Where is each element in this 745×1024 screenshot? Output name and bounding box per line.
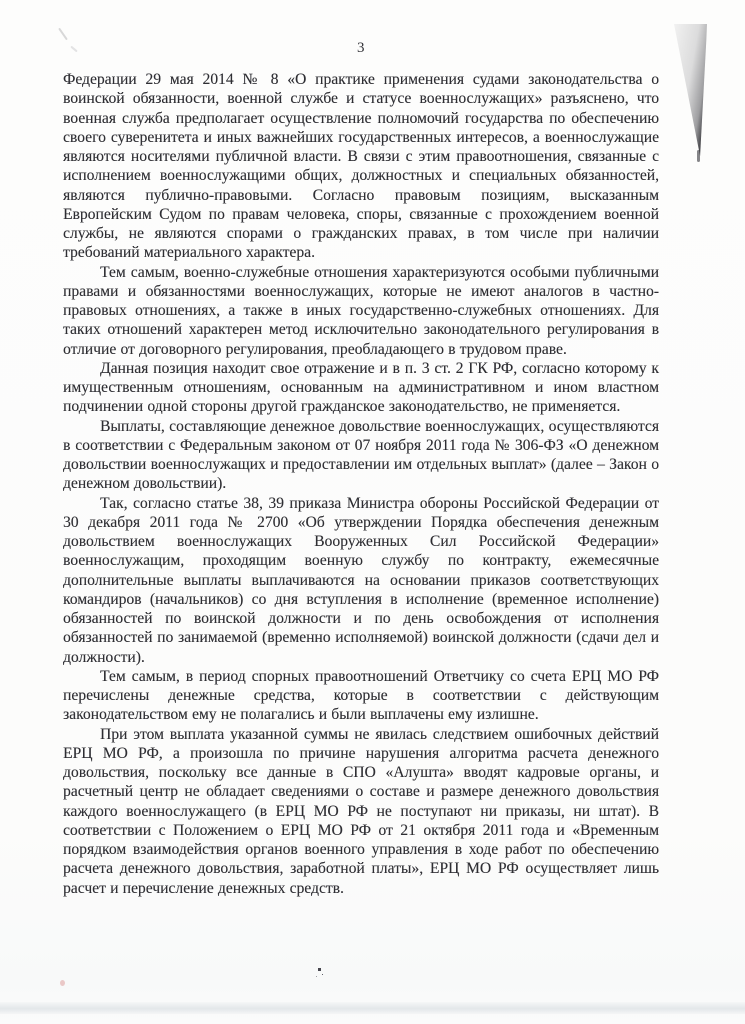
scan-speck-artifact bbox=[60, 980, 65, 986]
scan-scratch-artifact bbox=[58, 28, 68, 41]
scan-fold-tail-artifact bbox=[697, 150, 700, 162]
document-text bbox=[63, 70, 659, 898]
page-number: 3 bbox=[357, 40, 365, 56]
scan-speck-artifact bbox=[318, 968, 321, 971]
paragraph: Федерации 29 мая 2014 № 8 «О практике применения судами законодательства о воинской обязанности, военной службе и статусе военнослужащих» разъяснено, что военная служба предполагает осуществление полномочий государства по обеспечению своего суверенитета и иных важнейших государственных интересов, а военнослужащие являются носителями публичной власти. В связи с этим правоотношения, связанные с исполнением военнослужащими общих, должностных и специальных обязанностей, являются публично-правовыми. Согласно правовым позициям, высказанным Европейским Судом по правам человека, споры, связанные с прохождением военной службы, не являются спорами о гражданских правах, в том числе при наличии требований материального характера. bbox=[63, 71, 659, 262]
paragraph: При этом выплата указанной суммы не явилась следствием ошибочных действий ЕРЦ МО РФ, а произошла по причине нарушения алгоритма расчета денежного довольствия, поскольку все данные в СПО «Алушта» вводят кадровые органы, и расчетный центр не обладает сведениями о составе и размере денежного довольствия каждого военнослужащего (в ЕРЦ МО РФ не поступают ни приказы, ни штат). В соответствии с Положением о ЕРЦ МО РФ от 21 октября 2011 года и «Временным порядком взаимодействия органов военного управления в ходе работ по обеспечению расчета денежного довольствия, заработной платы», ЕРЦ МО РФ осуществляет лишь расчет и перечисление денежных средств. bbox=[63, 725, 659, 897]
scan-fold-artifact bbox=[674, 24, 707, 156]
scan-speck-artifact bbox=[549, 446, 552, 449]
paragraph: Тем самым, военно-служебные отношения характеризуются особыми публичными правами и обязанностями военнослужащих, которые не имеют аналогов в частно-правовых отношениях, а также в иных государственно-служебных отношениях. Для таких отношений характерен метод исключительно законодательного регулирования в отличие от договорного регулирования, преобладающего в трудовом праве. bbox=[63, 263, 659, 358]
paragraph: Выплаты, составляющие денежное довольствие военнослужащих, осуществляются в соответствии с Федеральным законом от 07 ноября 2011 года № 306-ФЗ «О денежном довольствии военнослужащих и предоставлении им отдельных выплат» (далее – Закон о денежном довольствии). bbox=[63, 417, 659, 493]
paragraph: Тем самым, в период спорных правоотношений Ответчику со счета ЕРЦ МО РФ перечислены денежные средства, которые в соответствии с действующим законодательством ему не полагались и были выплачены ему излишне. bbox=[63, 667, 659, 724]
paragraph: Так, согласно статье 38, 39 приказа Министра обороны Российской Федерации от 30 декабря 2011 года № 2700 «Об утверждении Порядка обеспечения денежным довольствием военнослужащих Вооруженных Сил Российской Федерации» военнослужащим, проходящим военную службу по контракту, ежемесячные дополнительные выплаты выплачиваются на основании приказов соответствующих командиров (начальников) со дня вступления в исполнение (временное исполнение) обязанностей по воинской должности и по день освобождения от исполнения обязанностей по занимаемой (временно исполняемой) воинской должности (сдачи дел и должности). bbox=[63, 494, 659, 666]
paragraph: Данная позиция находит свое отражение и в п. 3 ст. 2 ГК РФ, согласно которому к имущественным отношениям, основанным на административном и ином властном подчинении одной стороны другой гражданское законодательство, не применяется. bbox=[63, 359, 659, 416]
scan-edge-shadow bbox=[0, 1002, 745, 1014]
